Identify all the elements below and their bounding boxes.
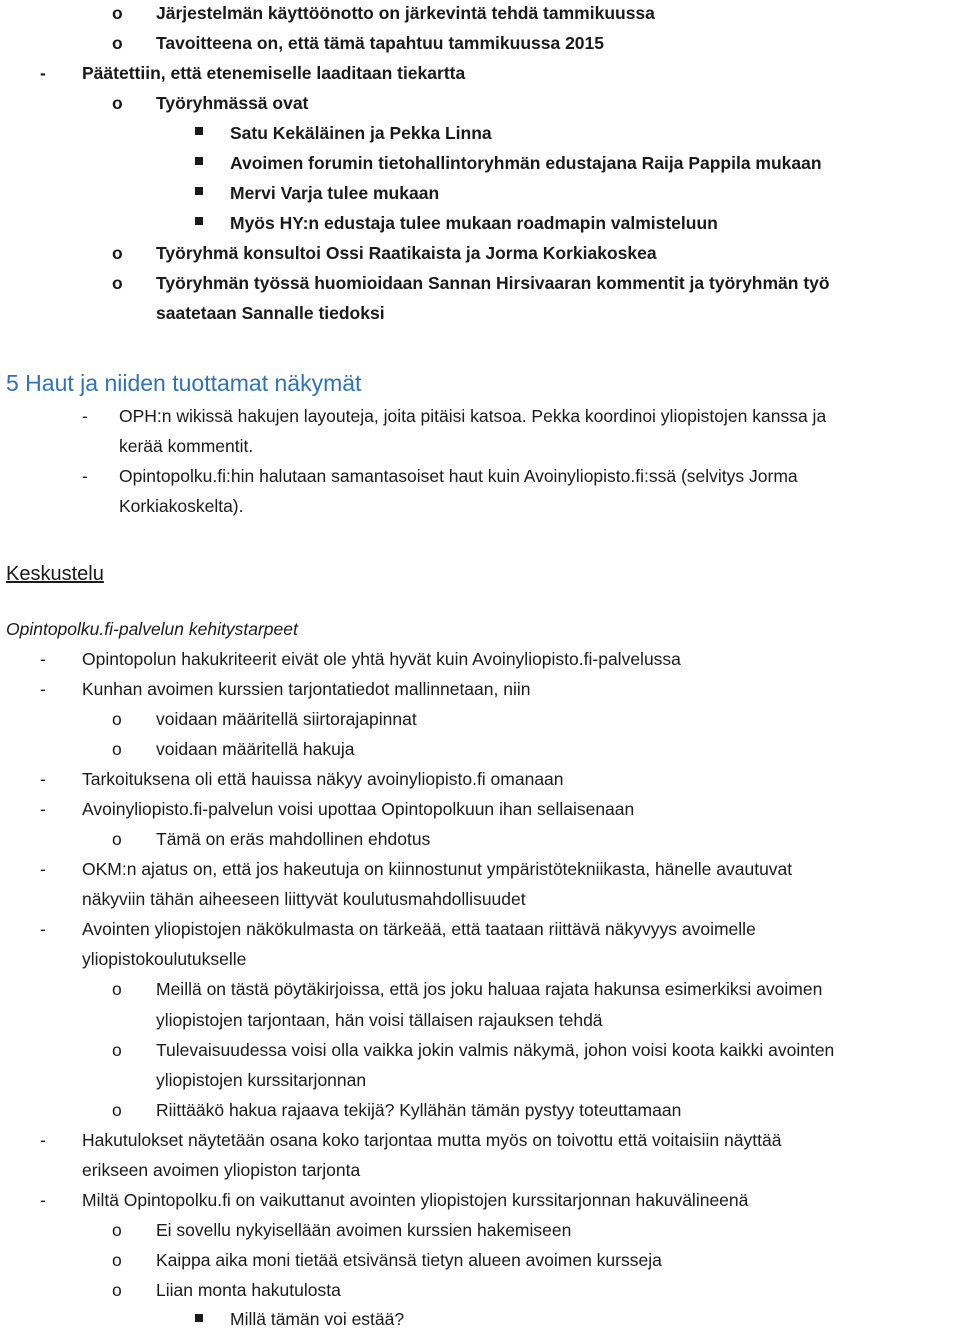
bullet-circle: o	[112, 1250, 122, 1270]
bullet-circle: o	[112, 979, 122, 999]
list-item: Myös HY:n edustaja tulee mukaan roadmapin valmisteluun	[230, 213, 718, 233]
paragraph-item: OPH:n wikissä hakujen layouteja, joita pitäisi katsoa. Pekka koordinoi yliopistojen kanssa ja	[119, 406, 827, 426]
list-item: Kaippa aika moni tietää etsivänsä tietyn alueen avoimen kursseja	[156, 1250, 662, 1270]
bullet-dash: -	[40, 649, 46, 669]
bullet-circle: o	[112, 1100, 122, 1120]
bullet-dash: -	[82, 466, 88, 486]
list-item: Päätettiin, että etenemiselle laaditaan tiekartta	[82, 63, 466, 83]
bullet-circle: o	[112, 1280, 122, 1300]
list-item: Satu Kekäläinen ja Pekka Linna	[230, 123, 492, 143]
list-item: voidaan määritellä hakuja	[156, 739, 355, 759]
section-heading: 5 Haut ja niiden tuottamat näkymät	[6, 370, 362, 396]
bullet-circle: o	[112, 243, 123, 263]
list-item: Kunhan avoimen kurssien tarjontatiedot mallinnetaan, niin	[82, 679, 531, 699]
bullet-dash: -	[82, 406, 88, 426]
bullet-dash: -	[40, 1130, 46, 1150]
bullet-dash: -	[40, 919, 46, 939]
paragraph-item-continuation: Korkiakoskelta).	[119, 496, 244, 516]
list-item: Tulevaisuudessa voisi olla vaikka jokin valmis näkymä, johon voisi koota kaikki avointen	[156, 1040, 835, 1060]
bullet-dash: -	[40, 769, 46, 789]
list-item: Työryhmän työssä huomioidaan Sannan Hirsivaaran kommentit ja työryhmän työ	[156, 273, 830, 293]
list-item: Tavoitteena on, että tämä tapahtuu tammikuussa 2015	[156, 33, 605, 53]
list-item: Työryhmä konsultoi Ossi Raatikaista ja Jorma Korkiakoskea	[156, 243, 657, 263]
list-item-continuation: saatetaan Sannalle tiedoksi	[156, 303, 385, 323]
list-item: Tämä on eräs mahdollinen ehdotus	[156, 829, 431, 849]
list-item: Opintopolun hakukriteerit eivät ole yhtä hyvät kuin Avoinyliopisto.fi-palvelussa	[82, 649, 681, 669]
square-bullet-icon	[195, 127, 203, 135]
bullet-dash: -	[40, 859, 46, 879]
bullet-circle: o	[112, 829, 122, 849]
list-item: Millä tämän voi estää?	[230, 1309, 405, 1329]
subheading: Opintopolku.fi-palvelun kehitystarpeet	[6, 619, 298, 639]
list-item: OKM:n ajatus on, että jos hakeutuja on kiinnostunut ympäristötekniikasta, hänelle avautuvat	[82, 859, 793, 879]
list-item: Ei sovellu nykyisellään avoimen kurssien hakemiseen	[156, 1220, 572, 1240]
list-item-continuation: yliopistojen kurssitarjonnan	[156, 1070, 367, 1090]
bullet-circle: o	[112, 1040, 122, 1060]
bullet-circle: o	[112, 739, 122, 759]
list-item: Riittääkö hakua rajaava tekijä? Kyllähän tämän pystyy toteuttamaan	[156, 1100, 682, 1120]
paragraph-item: Opintopolku.fi:hin halutaan samantasoiset haut kuin Avoinyliopisto.fi:ssä (selvitys Jorma	[119, 466, 798, 486]
list-item: Miltä Opintopolku.fi on vaikuttanut avointen yliopistojen kurssitarjonnan hakuvälineenä	[82, 1190, 749, 1210]
bullet-circle: o	[112, 273, 123, 293]
bullet-circle: o	[112, 3, 123, 23]
list-item: Hakutulokset näytetään osana koko tarjontaa mutta myös on toivottu että voitaisiin näyttää	[82, 1130, 782, 1150]
bullet-dash: -	[40, 63, 46, 83]
square-bullet-icon	[195, 187, 203, 195]
bullet-circle: o	[112, 709, 122, 729]
bullet-circle: o	[112, 1220, 122, 1240]
list-item: Mervi Varja tulee mukaan	[230, 183, 440, 203]
bullet-dash: -	[40, 679, 46, 699]
list-item-continuation: yliopistokoulutukselle	[82, 949, 247, 969]
bullet-circle: o	[112, 93, 123, 113]
square-bullet-icon	[195, 1314, 203, 1322]
list-item-continuation: erikseen avoimen yliopiston tarjonta	[82, 1160, 361, 1180]
list-item: Liian monta hakutulosta	[156, 1280, 341, 1300]
bullet-dash: -	[40, 1190, 46, 1210]
keskustelu-heading: Keskustelu	[6, 563, 104, 585]
square-bullet-icon	[195, 217, 203, 225]
list-item: Tarkoituksena oli että hauissa näkyy avoinyliopisto.fi omanaan	[82, 769, 564, 789]
list-item: Järjestelmän käyttöönotto on järkevintä tehdä tammikuussa	[156, 3, 655, 23]
square-bullet-icon	[195, 157, 203, 165]
paragraph-item-continuation: kerää kommentit.	[119, 436, 254, 456]
list-item: Työryhmässä ovat	[156, 93, 309, 113]
list-item: voidaan määritellä siirtorajapinnat	[156, 709, 417, 729]
list-item: Meillä on tästä pöytäkirjoissa, että jos joku haluaa rajata hakunsa esimerkiksi avoimen	[156, 979, 823, 999]
list-item: Avointen yliopistojen näkökulmasta on tärkeää, että taataan riittävä näkyvyys avoimelle	[82, 919, 756, 939]
bullet-dash: -	[40, 799, 46, 819]
list-item-continuation: näkyviin tähän aiheeseen liittyvät koulutusmahdollisuudet	[82, 889, 526, 909]
list-item-continuation: yliopistojen tarjontaan, hän voisi tällaisen rajauksen tehdä	[156, 1010, 603, 1030]
list-item: Avoinyliopisto.fi-palvelun voisi upottaa Opintopolkuun ihan sellaisenaan	[82, 799, 635, 819]
list-item: Avoimen forumin tietohallintoryhmän edustajana Raija Pappila mukaan	[230, 153, 822, 173]
bullet-circle: o	[112, 33, 123, 53]
